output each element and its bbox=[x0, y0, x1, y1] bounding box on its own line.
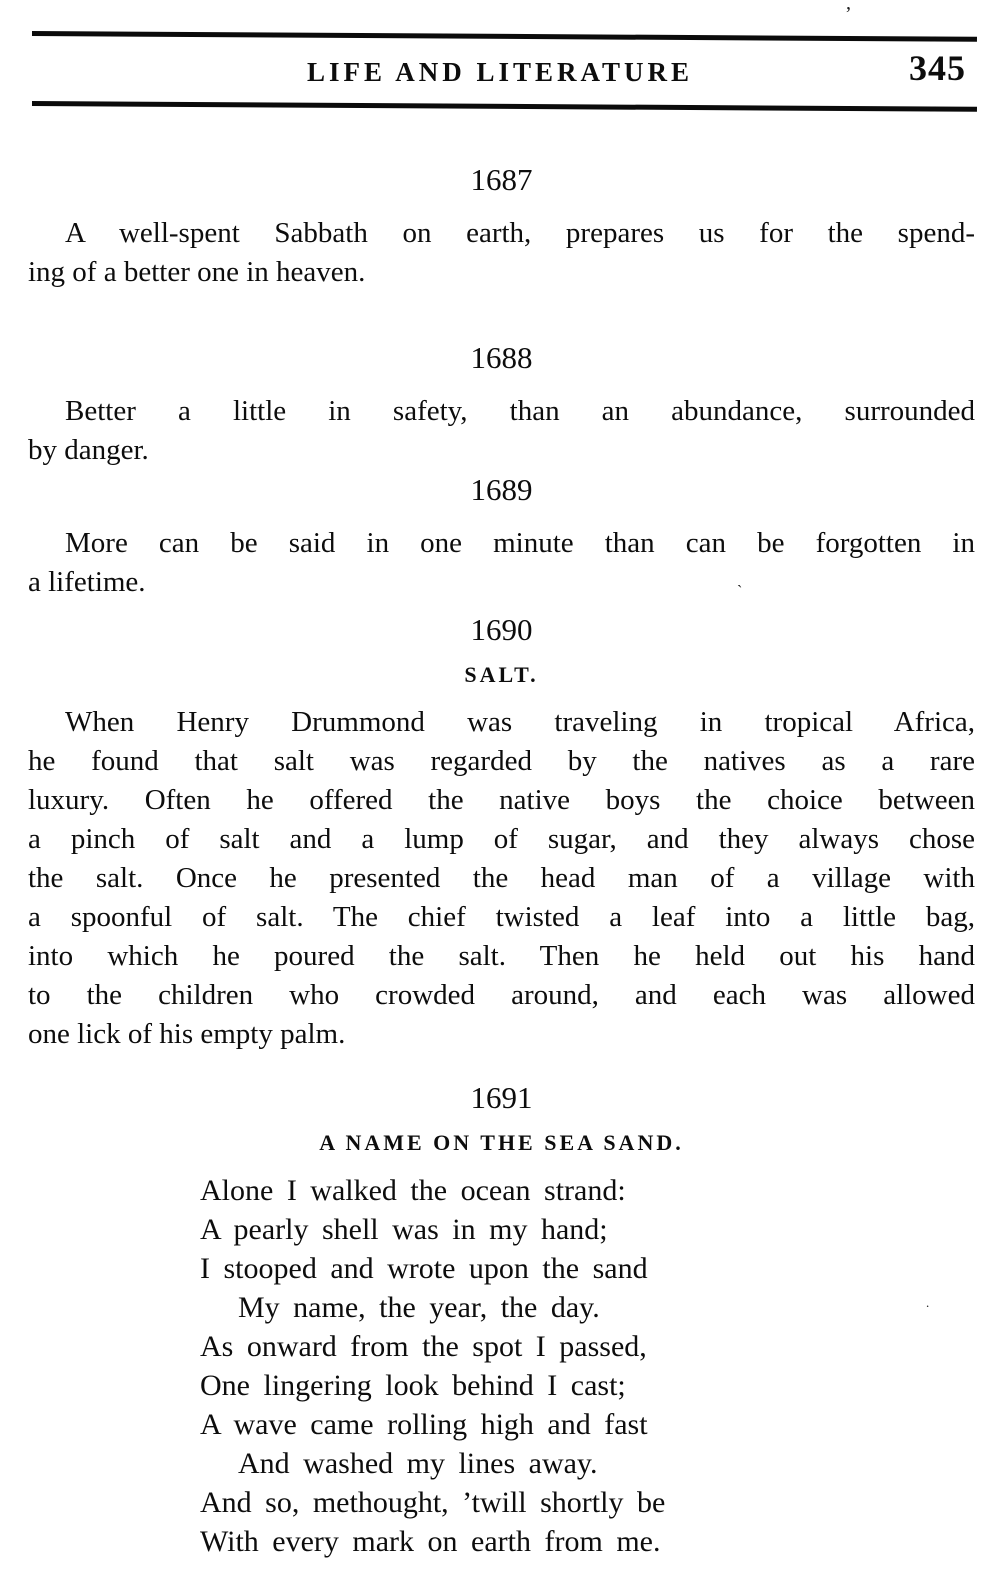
text-line: Alone I walked the ocean strand: bbox=[200, 1174, 626, 1207]
prose-body bbox=[28, 703, 975, 1054]
entry-title: SALT. bbox=[464, 662, 539, 687]
text-line: I stooped and wrote upon the sand bbox=[200, 1252, 648, 1285]
text-line: a lifetime. bbox=[28, 566, 146, 598]
entry-1688 bbox=[28, 342, 975, 470]
page-header bbox=[0, 48, 1000, 96]
text-line: A well-spent Sabbath on earth, prepares us for the spend- bbox=[65, 217, 975, 249]
scan-artifact-dot: . bbox=[926, 1295, 930, 1310]
entry-1690 bbox=[28, 614, 975, 1054]
prose-body bbox=[28, 392, 975, 470]
entry-title: A NAME ON THE SEA SAND. bbox=[319, 1130, 684, 1155]
text-line: Better a little in safety, than an abundance, surrounded bbox=[65, 395, 975, 427]
text-line: to the children who crowded around, and each was allowed bbox=[28, 979, 975, 1011]
entry-number: 1690 bbox=[470, 612, 533, 647]
text-line: the salt. Once he presented the head man of a village with bbox=[28, 862, 975, 894]
entry-1687 bbox=[28, 164, 975, 292]
prose-body bbox=[28, 214, 975, 292]
running-title: LIFE AND LITERATURE bbox=[306, 57, 694, 87]
entry-1691 bbox=[28, 1082, 975, 1561]
text-line: by danger. bbox=[28, 434, 149, 466]
text-line: a pinch of salt and a lump of sugar, and they always chose bbox=[28, 823, 975, 855]
entry-number: 1687 bbox=[470, 162, 533, 197]
text-line: he found that salt was regarded by the natives as a rare bbox=[28, 745, 975, 777]
text-line: One lingering look behind I cast; bbox=[200, 1369, 626, 1402]
text-line: one lick of his empty palm. bbox=[28, 1018, 346, 1050]
text-line: And so, methought, ’twill shortly be bbox=[200, 1486, 666, 1519]
scan-artifact-tick: ` bbox=[737, 583, 743, 600]
poem-body bbox=[200, 1171, 975, 1561]
scan-artifact-apostrophe: ’ bbox=[845, 3, 852, 25]
text-line: a spoonful of salt. The chief twisted a leaf into a little bag, bbox=[28, 901, 975, 933]
entry-1689 bbox=[28, 474, 975, 602]
page-number: 345 bbox=[909, 48, 966, 88]
text-line: My name, the year, the day. bbox=[238, 1291, 600, 1324]
text-line: ing of a better one in heaven. bbox=[28, 256, 366, 288]
text-line: More can be said in one minute than can be forgotten in bbox=[65, 527, 975, 559]
text-line: luxury. Often he offered the native boys the choice between bbox=[28, 784, 975, 816]
text-line: When Henry Drummond was traveling in tropical Africa, bbox=[65, 706, 975, 738]
entry-number: 1688 bbox=[470, 340, 533, 375]
text-line: As onward from the spot I passed, bbox=[200, 1330, 647, 1363]
text-line: And washed my lines away. bbox=[238, 1447, 598, 1480]
text-line: With every mark on earth from me. bbox=[200, 1525, 661, 1558]
entries-container bbox=[28, 108, 975, 1561]
text-line: A wave came rolling high and fast bbox=[200, 1408, 648, 1441]
text-line: A pearly shell was in my hand; bbox=[200, 1213, 608, 1246]
header-rule-top bbox=[32, 31, 977, 42]
entry-number: 1689 bbox=[470, 472, 533, 507]
text-line: into which he poured the salt. Then he held out his hand bbox=[28, 940, 975, 972]
entry-number: 1691 bbox=[470, 1080, 533, 1115]
prose-body bbox=[28, 524, 975, 602]
